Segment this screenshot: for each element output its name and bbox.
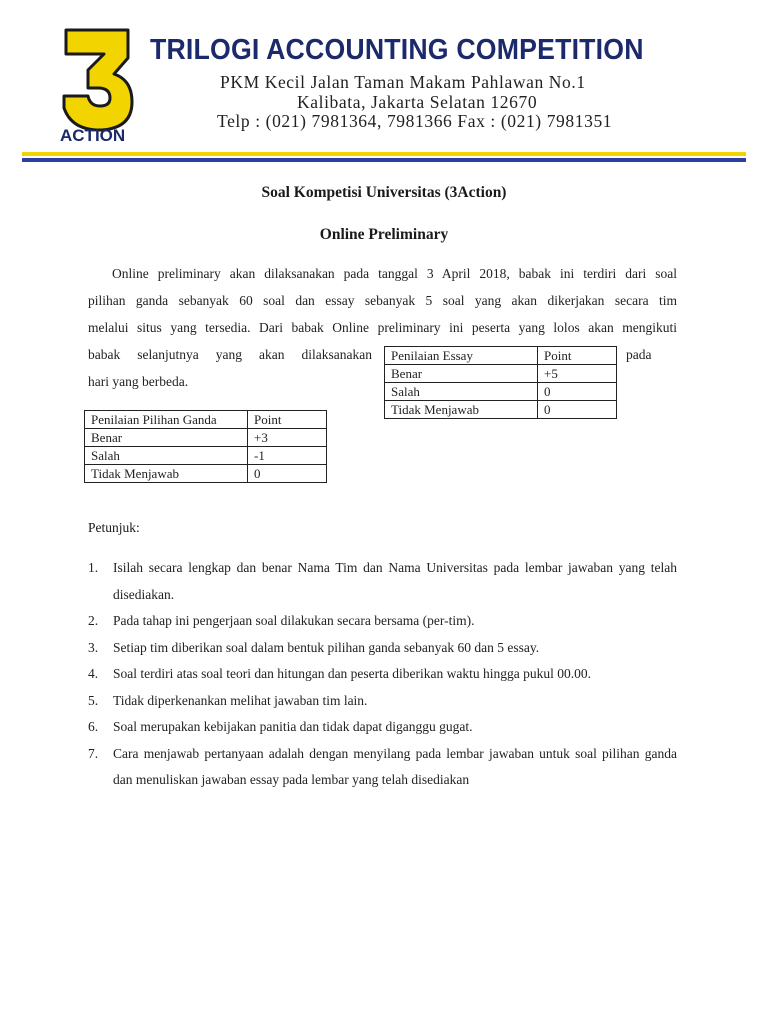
instructions-list [88,555,677,794]
list-text: Cara menjawab pertanyaan adalah dengan menyilang pada lembar jawaban untuk soal pilihan ganda dan menuliskan jawaban essay pada lembar yang telah disediakan [113,745,677,787]
list-number: 7. [88,745,99,761]
table-cell: +3 [248,429,327,447]
list-text: Soal merupakan kebijakan panitia dan tidak dapat diganggu gugat. [113,719,473,734]
document-title: Soal Kompetisi Universitas (3Action) [261,184,507,201]
table-row [85,447,327,465]
table-row [385,401,617,419]
table-row [85,429,327,447]
table-header-cell: Penilaian Essay [385,347,538,365]
multiple-choice-scoring-table [84,410,327,483]
list-number: 5. [88,692,99,708]
list-number: 4. [88,666,99,681]
table-cell: Benar [385,365,538,383]
list-text: Tidak diperkenankan melihat jawaban tim lain. [113,692,368,708]
table-row [385,365,617,383]
list-item [88,714,677,741]
list-text: Isilah secara lengkap dan benar Nama Tim dan Nama Universitas pada lembar jawaban yang telah disediakan. [113,560,677,602]
header-rule-yellow [22,152,746,156]
list-number: 3. [88,639,99,655]
table-header-cell: Penilaian Pilihan Ganda [85,411,248,429]
essay-scoring-table [384,346,617,419]
paragraph-line-3: melalui situs yang tersedia. Dari babak Online preliminary ini peserta yang lolos akan mengikuti [88,320,677,335]
list-text: Pada tahap ini pengerjaan soal dilakukan secara bersama (per-tim). [113,613,475,628]
paragraph-line-4-end: pada [626,347,652,362]
address-line-1: PKM Kecil Jalan Taman Makam Pahlawan No.1 [220,72,586,92]
list-number: 6. [88,719,99,734]
list-item [88,635,677,662]
logo-word: ACTION [60,126,126,144]
table-header-cell: Point [538,347,617,365]
table-cell: +5 [538,365,617,383]
table-header-row [385,347,617,365]
list-number: 1. [88,560,99,575]
header-rule-blue [22,158,746,162]
list-number: 2. [88,613,99,628]
list-item [88,688,677,715]
table-row [85,465,327,483]
instructions-label: Petunjuk: [88,520,140,535]
list-item [88,741,677,794]
table-cell: Benar [85,429,248,447]
contact-line: Telp : (021) 7981364, 7981366 Fax : (021) 7981351 [217,111,613,131]
table-row [385,383,617,401]
list-item [88,608,677,635]
list-text: Soal terdiri atas soal teori dan hitungan dan peserta diberikan waktu hingga pukul 00.00. [113,666,592,681]
list-item [88,661,677,688]
paragraph-line-1: Online preliminary akan dilaksanakan pada tanggal 3 April 2018, babak ini terdiri dari soal [112,266,677,281]
table-header-cell: Point [248,411,327,429]
paragraph-line-5: hari yang berbeda. [88,374,189,389]
paragraph-line-2: pilihan ganda sebanyak 60 soal dan essay sebanyak 5 soal yang akan dikerjakan secara tim [88,293,677,308]
table-cell: 0 [538,401,617,419]
table-cell: Salah [385,383,538,401]
table-header-row [85,411,327,429]
address-line-2: Kalibata, Jakarta Selatan 12670 [297,92,538,112]
paragraph-line-4-start: babak selanjutnya yang akan dilaksanakan [88,347,372,362]
table-cell: Tidak Menjawab [385,401,538,419]
table-cell: Salah [85,447,248,465]
table-cell: 0 [248,465,327,483]
3action-logo [58,24,140,144]
table-cell: 0 [538,383,617,401]
table-cell: -1 [248,447,327,465]
document-subtitle: Online Preliminary [319,226,449,243]
organization-name: TRILOGI ACCOUNTING COMPETITION [150,34,644,66]
list-item [88,555,677,608]
list-text: Setiap tim diberikan soal dalam bentuk pilihan ganda sebanyak 60 dan 5 essay. [113,639,540,655]
table-cell: Tidak Menjawab [85,465,248,483]
